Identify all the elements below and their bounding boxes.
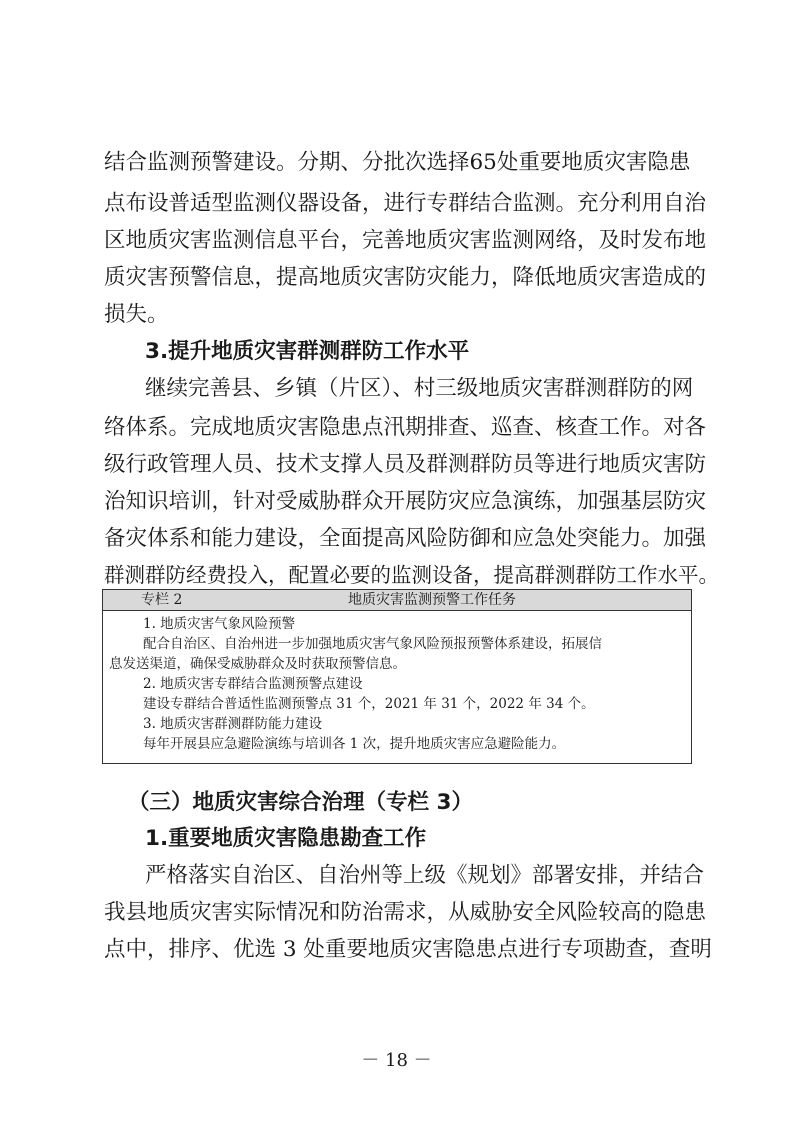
paragraph-line: 络体系。完成地质灾害隐患点汛期排查、巡查、核查工作。对各 (104, 415, 707, 440)
page-number: － 18 － (361, 1050, 432, 1071)
paragraph-line: 结合监测预警建设。分期、分批次选择65处重要地质灾害隐患 (104, 150, 691, 175)
paragraph-line: 点布设普适型监测仪器设备，进行专群结合监测。充分利用自治 (104, 191, 707, 216)
paragraph-line: 备灾体系和能力建设，全面提高风险防御和应急处突能力。加强 (104, 526, 707, 551)
subsection-heading: 1.重要地质灾害隐患勘查工作 (145, 826, 427, 851)
task-3-text: 每年开展县应急避险演练与培训各 1 次，提升地质灾害应急避险能力。 (143, 736, 566, 752)
paragraph-line: 质灾害预警信息，提高地质灾害防灾能力，降低地质灾害造成的 (104, 265, 707, 290)
task-3-title: 3. 地质灾害群测群防能力建设 (143, 716, 323, 732)
column-box-title: 地质灾害监测预警工作任务 (348, 592, 516, 608)
column-box-label: 专栏 2 (141, 592, 183, 608)
paragraph-line: 级行政管理人员、技术支撑人员及群测群防员等进行地质灾害防 (104, 452, 707, 477)
paragraph-line: 继续完善县、乡镇（片区）、村三级地质灾害群测群防的网 (145, 376, 694, 401)
paragraph-line: 群测群防经费投入，配置必要的监测设备，提高群测群防工作水平。 (104, 563, 719, 587)
task-2-text: 建设专群结合普适性监测预警点 31 个，2021 年 31 个，2022 年 34 个。 (143, 696, 595, 712)
paragraph-line: 我县地质灾害实际情况和防治需求，从威胁安全风险较高的隐患 (104, 900, 707, 925)
task-1-title: 1. 地质灾害气象风险预警 (143, 616, 296, 632)
paragraph-line: 损失。 (104, 302, 169, 327)
paragraph-line: 治知识培训，针对受威胁群众开展防灾应急演练，加强基层防灾 (104, 489, 707, 514)
section-heading: 3.提升地质灾害群测群防工作水平 (145, 339, 470, 364)
task-1-text: 配合自治区、自治州进一步加强地质灾害气象风险预报预警体系建设，拓展信 (143, 636, 602, 652)
task-2-title: 2. 地质灾害专群结合监测预警点建设 (143, 676, 363, 692)
column-box-header (103, 590, 691, 611)
column-box-2 (102, 589, 692, 764)
paragraph-line: 点中，排序、优选 3 处重要地质灾害隐患点进行专项勘查，查明 (104, 937, 712, 962)
task-1-text: 息发送渠道，确保受威胁群众及时获取预警信息。 (109, 656, 406, 672)
paragraph-line: 严格落实自治区、自治州等上级《规划》部署安排，并结合 (145, 863, 705, 888)
paragraph-line: 区地质灾害监测信息平台，完善地质灾害监测网络，及时发布地 (104, 228, 707, 253)
section-heading: （三）地质灾害综合治理（专栏 3） (128, 790, 473, 815)
